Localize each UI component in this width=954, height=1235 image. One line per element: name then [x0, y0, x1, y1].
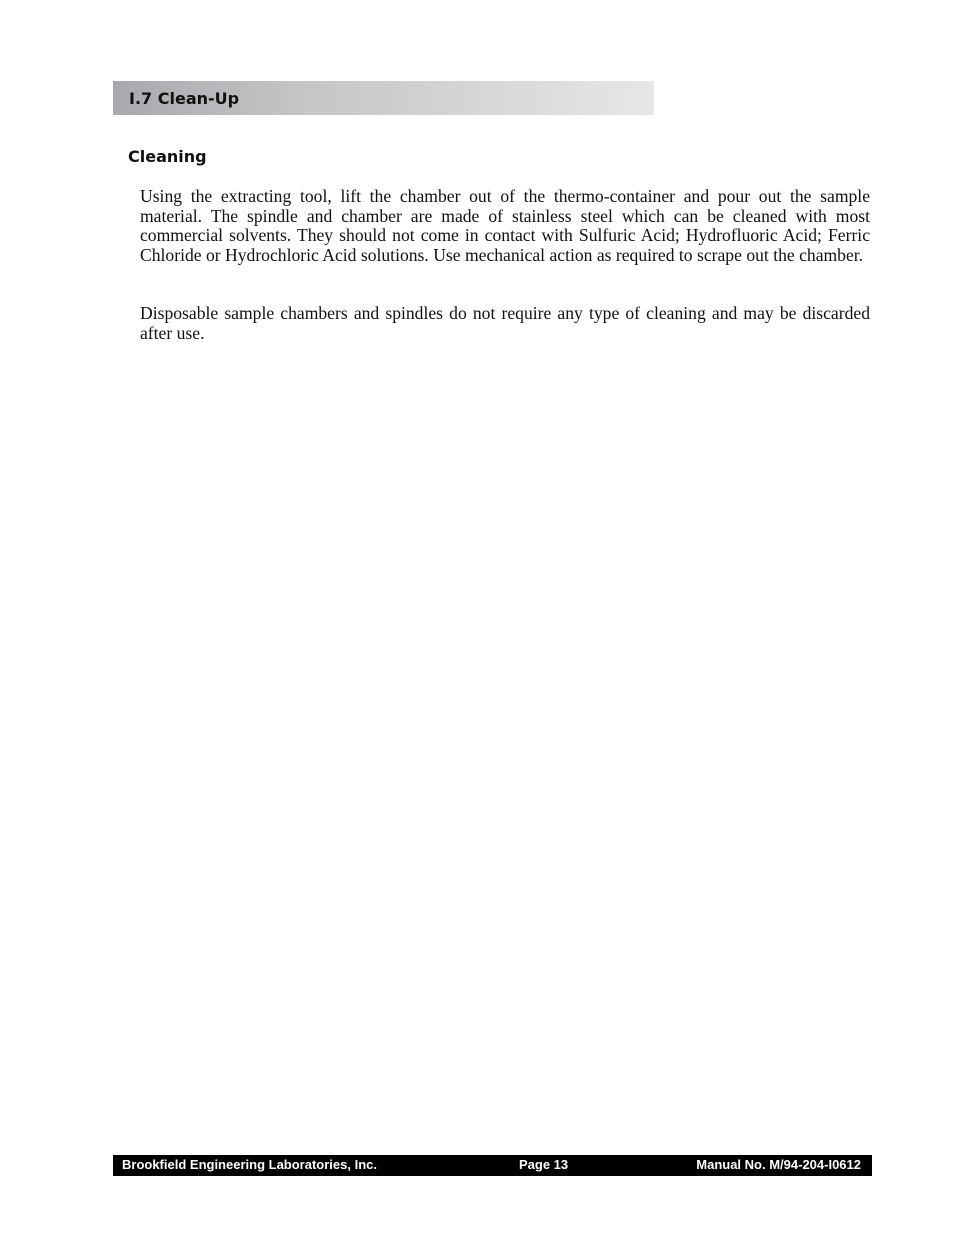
paragraph-cleaning-instructions: Using the extracting tool, lift the chamber out of the thermo-container and pour out the sample material. The spindle and chamber are made of stainless steel which can be cleaned with most commercial solvents. They should not come in contact with Sulfuric Acid; Hydrofluoric Acid; Ferric Chloride or Hydrochloric Acid solutions. Use mechanical action as required to scrape out the chamber. — [140, 186, 870, 265]
footer-page-number: Page 13 — [519, 1157, 569, 1172]
section-header-bar — [113, 81, 654, 115]
section-title: I.7 Clean-Up — [129, 88, 240, 108]
subsection-heading: Cleaning — [128, 147, 207, 166]
footer-manual-number: Manual No. M/94-204-I0612 — [696, 1157, 861, 1172]
page-footer — [113, 1155, 872, 1176]
footer-company: Brookfield Engineering Laboratories, Inc. — [122, 1157, 377, 1172]
paragraph-disposable-note: Disposable sample chambers and spindles do not require any type of cleaning and may be discarded after use. — [140, 303, 870, 343]
